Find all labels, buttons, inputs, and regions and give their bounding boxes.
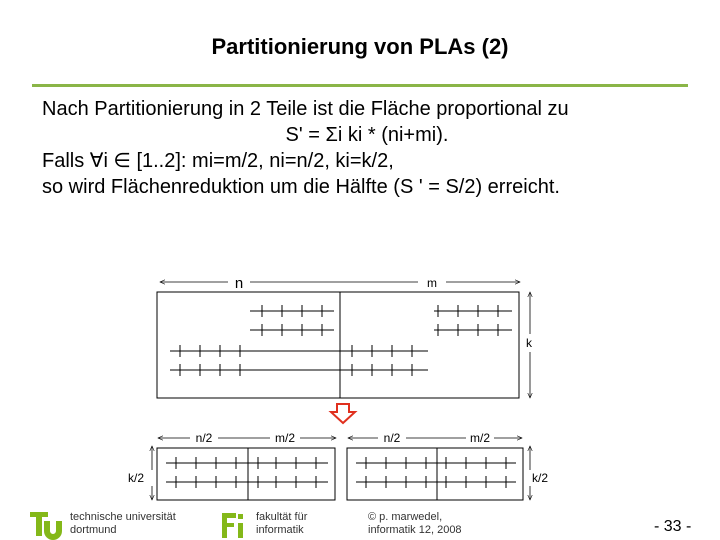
footer-university: technische universität dortmund: [70, 511, 176, 536]
bottom-left-n2-label: n/2: [195, 431, 213, 445]
tu-logo: [30, 512, 62, 540]
pla-half-box-right: [347, 448, 523, 500]
body-line-2: S' = Σi ki * (ni+mi).: [285, 124, 449, 146]
pla-half-crosspoints: [176, 457, 506, 488]
top-n-label: n: [234, 275, 244, 292]
bottom-left-m2-label: m/2: [274, 431, 296, 445]
bottom-right-n2-label: n/2: [383, 431, 401, 445]
top-m-label: m: [427, 276, 437, 290]
pla-full-crosspoints: [180, 305, 498, 376]
bottom-left-k2-label: k/2: [128, 471, 145, 485]
pla-full-rows: [170, 311, 512, 370]
footer-faculty: fakultät für informatik: [256, 511, 308, 536]
pla-half-rows: [166, 463, 516, 482]
body-line-3: Falls ∀i ∈ [1..2]: mi=m/2, ni=n/2, ki=k/2,: [42, 150, 394, 172]
pla-half-box-left: [157, 448, 335, 500]
fi-logo: [222, 513, 243, 538]
top-k-label: k: [526, 336, 532, 350]
pla-full-box: [157, 292, 519, 398]
body-line-1: Nach Partitionierung in 2 Teile ist die Fläche proportional zu: [42, 98, 569, 120]
bottom-right-k2-label: k/2: [532, 471, 549, 485]
bottom-right-m2-label: m/2: [469, 431, 491, 445]
footer-author: © p. marwedel, informatik 12, 2008: [368, 511, 462, 536]
down-arrow-icon: [331, 404, 355, 423]
body-line-4: so wird Flächenreduktion um die Hälfte (S ' = S/2) erreicht.: [42, 176, 560, 198]
page-number: - 33 -: [654, 518, 692, 535]
slide-title: Partitionierung von PLAs (2): [211, 34, 509, 59]
